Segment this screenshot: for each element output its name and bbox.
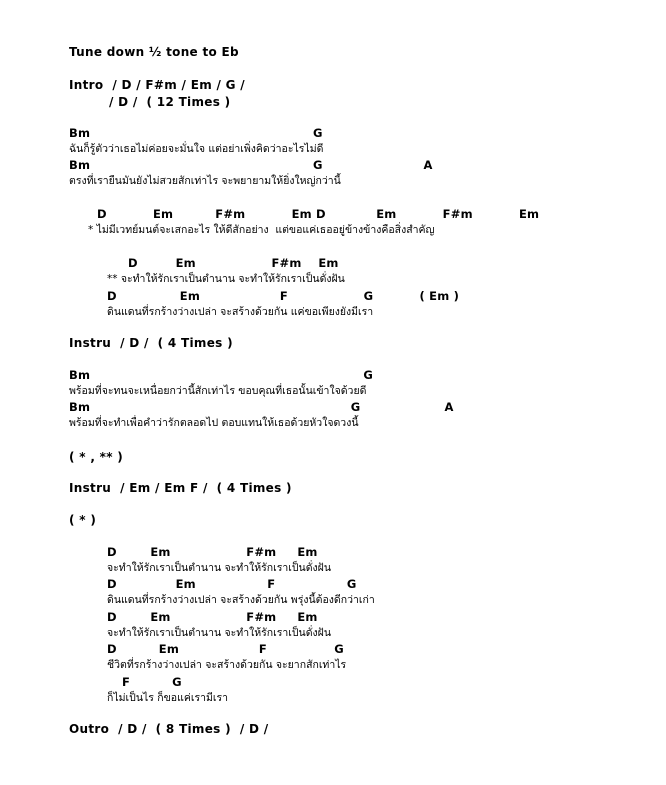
lyric-line: ตรงที่เรายืนมันยังไม่สวยสักเท่าไร จะพยายามให้ยิ่งใหญ่กว่านี้ (69, 175, 341, 187)
chord-line: Bm G A (69, 400, 454, 414)
lyric-line: จะทำให้รักเราเป็นตำนาน จะทำให้รักเราเป็นดั่งฝัน (107, 562, 332, 574)
chord-line: D Em F#m Em D Em F#m Em (97, 207, 540, 221)
repeat-marker: ( * , ** ) (69, 450, 124, 464)
lyric-line: ดินแดนที่รกร้างว่างเปล่า จะสร้างด้วยกัน พรุ่งนี้ต้องดีกว่าเก่า (107, 594, 375, 606)
chord-line: Bm G (69, 126, 323, 140)
chord-line: D Em F#m Em (107, 610, 318, 624)
chord-line: F G (122, 675, 182, 689)
lyric-line: ดินแดนที่รกร้างว่างเปล่า จะสร้างด้วยกัน แค่ขอเพียงยังมีเรา (107, 306, 374, 318)
chord-line: D Em F#m Em (107, 545, 318, 559)
chord-line: D Em F G ( Em ) (107, 289, 460, 303)
repeat-marker: ( * ) (69, 513, 97, 527)
chord-line: D Em F G (107, 577, 357, 591)
instru-line: Instru / Em / Em F / ( 4 Times ) (69, 481, 292, 495)
lyric-line: ชีวิตที่รกร้างว่างเปล่า จะสร้างด้วยกัน จะยากสักเท่าไร (107, 659, 347, 671)
lyric-line: จะทำให้รักเราเป็นตำนาน จะทำให้รักเราเป็นดั่งฝัน (107, 627, 332, 639)
chord-line: D Em F G (107, 642, 344, 656)
lyric-line: * ไม่มีเวทย์มนต์จะเสกอะไร ให้ดีสักอย่าง แต่ขอแค่เธออยู่ข้างข้างคือสิ่งสำคัญ (88, 224, 435, 236)
lyric-line: ก็ไม่เป็นไร ก็ขอแค่เรามีเรา (107, 692, 229, 704)
instru-line: Instru / D / ( 4 Times ) (69, 336, 233, 350)
outro-line: Outro / D / ( 8 Times ) / D / (69, 722, 269, 736)
lyric-line: ** จะทำให้รักเราเป็นตำนาน จะทำให้รักเราเป็นดั่งฝัน (107, 273, 345, 285)
tuning-note: Tune down ½ tone to Eb (69, 45, 239, 59)
lyric-line: ฉันก็รู้ตัวว่าเธอไม่ค่อยจะมั่นใจ แต่อย่าเพิ่งคิดว่าอะไรไม่ดี (69, 143, 324, 155)
intro-line: Intro / D / F#m / Em / G / (69, 78, 245, 92)
intro-repeat-line: / D / ( 12 Times ) (109, 95, 231, 109)
chord-line: Bm G (69, 368, 374, 382)
chord-line: Bm G A (69, 158, 433, 172)
chord-line: D Em F#m Em (128, 256, 339, 270)
lyric-line: พร้อมที่จะทำเพื่อคำว่ารักตลอดไป ตอบแทนให้เธอด้วยหัวใจดวงนี้ (69, 417, 359, 429)
lyric-line: พร้อมที่จะทนจะเหนื่อยกว่านี้สักเท่าไร ขอบคุณที่เธอนั้นเข้าใจด้วยดี (69, 385, 367, 397)
